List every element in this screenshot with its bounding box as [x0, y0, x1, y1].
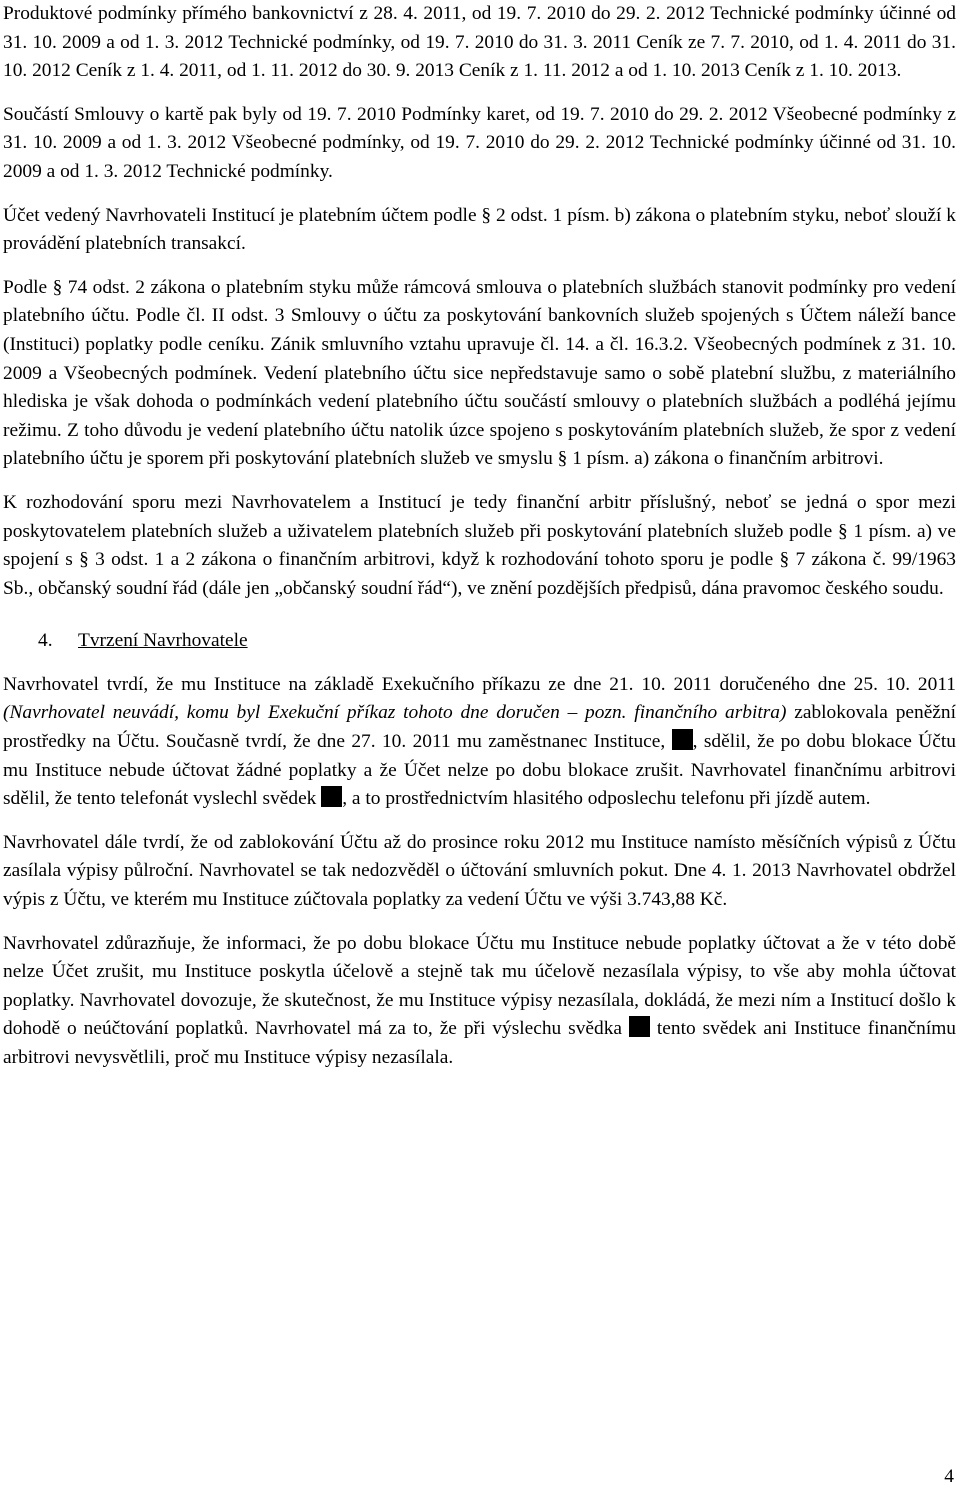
- paragraph-dale: Navrhovatel dále tvrdí, že od zablokování Účtu až do prosince roku 2012 mu Instituce namísto měsíčních výpisů z Účtu zasílala výpisy půlroční. Navrhovatel se tak nedozvěděl o účtování smluvních pokut. Dne 4. 1. 2013 Navrhovatel obdržel výpis z Účtu, ve kterém mu Instituce zúčtovala poplatky za vedení Účtu ve výši 3.743,88 Kč.: [3, 831, 956, 911]
- paragraph-tvrdi-part-3: , sdělil, že po dobu blokace Účtu mu Instituce nebude účtovat žádné poplatky a že Účet nelze po dobu blokace zrušit. Navrhovatel finančnímu arbitrovi sdělil, že tento telefonát vyslechl svědek: [3, 731, 956, 810]
- section-title: Tvrzení Navrhovatele: [78, 630, 248, 652]
- page-number: 4: [944, 1466, 954, 1487]
- paragraph-rozhodovani: K rozhodování sporu mezi Navrhovatelem a Institucí je tedy finanční arbitr příslušný, neboť se jedná o spor mezi poskytovatelem platebních služeb a uživatelem platebních služeb při poskytování platebních služeb podle § 1 písm. a) ve spojení s § 3 odst. 1 a 2 zákona o finančním arbitrovi, když k rozhodování tohoto sporu je podle § 7 zákona č. 99/1963 Sb., občanský soudní řád (dále jen „občanský soudní řád“), ve znění pozdějších předpisů, dána pravomoc českého soudu.: [3, 491, 956, 599]
- paragraph-zduraznuje-part-1: Navrhovatel zdůrazňuje, že informaci, že po dobu blokace Účtu mu Instituce nebude poplatky účtovat a že v této době nelze Účet zrušit, mu Instituce poskytla účelově a stejně tak mu účelově nezasílala výpisy, to vše aby mohla účtovat poplatky. Navrhovatel dovozuje, že skutečnost, že mu Instituce výpisy nezasílala, dokládá, že mezi ním a Institucí došlo k dohodě o neúčtování poplatků. Navrhovatel má za to, že při výslechu svědka: [3, 932, 956, 1040]
- paragraph-soucasti: Součástí Smlouvy o kartě pak byly od 19. 7. 2010 Podmínky karet, od 19. 7. 2010 do 29. 2. 2012 Všeobecné podmínky z 31. 10. 2009 a od 1. 3. 2012 Všeobecné podmínky, od 19. 7. 2010 do 29. 2. 2012 Technické podmínky účinné od 31. 10. 2009 a od 1. 3. 2012 Technické podmínky.: [3, 103, 956, 182]
- redaction-block: [629, 1016, 650, 1037]
- paragraph-zduraznuje-part-2: tento svědek ani Instituce finančnímu arbitrovi nevysvětlili, proč mu Instituce výpisy nezasílala.: [3, 1018, 957, 1068]
- redaction-block: [672, 729, 693, 750]
- paragraph-tvrdi-part-4: , a to prostřednictvím hlasitého odposlechu telefonu při jízdě autem.: [342, 788, 871, 810]
- paragraph-tvrdi-italic-note: (Navrhovatel neuvádí, komu byl Exekuční příkaz tohoto dne doručen – pozn. finančního arbitra): [3, 702, 787, 724]
- paragraph-tvrdi-part-1: Navrhovatel tvrdí, že mu Instituce na základě Exekučního příkazu ze dne 21. 10. 2011 doručeného dne 25. 10. 2011: [3, 673, 956, 695]
- paragraph-zduraznuje: [3, 930, 956, 1073]
- paragraph-podle: Podle § 74 odst. 2 zákona o platebním styku může rámcová smlouva o platebních službách stanovit podmínky pro vedení platebního účtu. Podle čl. II odst. 3 Smlouvy o účtu za poskytování bankovních služeb spojených s Účtem náleží bance (Instituci) poplatky podle ceníku. Zánik smluvního vztahu upravuje čl. 14. a čl. 16.3.2. Všeobecných podmínek z 31. 10. 2009 a Všeobecných podmínek. Vedení platebního účtu sice nepředstavuje samo o sobě platební službu, z materiálního hlediska je však dohoda o podmínkách vedení platebního účtu součástí smlouvy o platebních službách a podléhá jejímu režimu. Z toho důvodu je vedení platebního účtu natolik úzce spojeno s poskytováním platebních služeb, že spor z vedení platebního účtu je sporem při poskytování platebních služeb ve smyslu § 1 písm. a) zákona o finančním arbitrovi.: [3, 276, 956, 470]
- paragraph-ucet: Účet vedený Navrhovateli Institucí je platebním účtem podle § 2 odst. 1 písm. b) zákona o platebním styku, neboť slouží k provádění platebních transakcí.: [3, 204, 956, 255]
- section-number: 4.: [38, 630, 53, 652]
- paragraph-tvrdi-part-2: zablokovala peněžní prostředky na Účtu. Současně tvrdí, že dne 27. 10. 2011 mu zaměstnanec Instituce,: [3, 702, 956, 753]
- section-heading: [3, 627, 956, 656]
- redaction-block: [321, 786, 342, 807]
- paragraph-tvrdi: [3, 671, 956, 814]
- paragraph-intro: Produktové podmínky přímého bankovnictví z 28. 4. 2011, od 19. 7. 2010 do 29. 2. 2012 Technické podmínky účinné od 31. 10. 2009 a od 1. 3. 2012 Technické podmínky, od 19. 7. 2010 do 31. 3. 2011 Ceník ze 7. 7. 2010, od 1. 4. 2011 do 31. 10. 2012 Ceník z 1. 4. 2011, od 1. 11. 2012 do 30. 9. 2013 Ceník z 1. 11. 2012 a od 1. 10. 2013 Ceník z 1. 10. 2013.: [3, 3, 956, 82]
